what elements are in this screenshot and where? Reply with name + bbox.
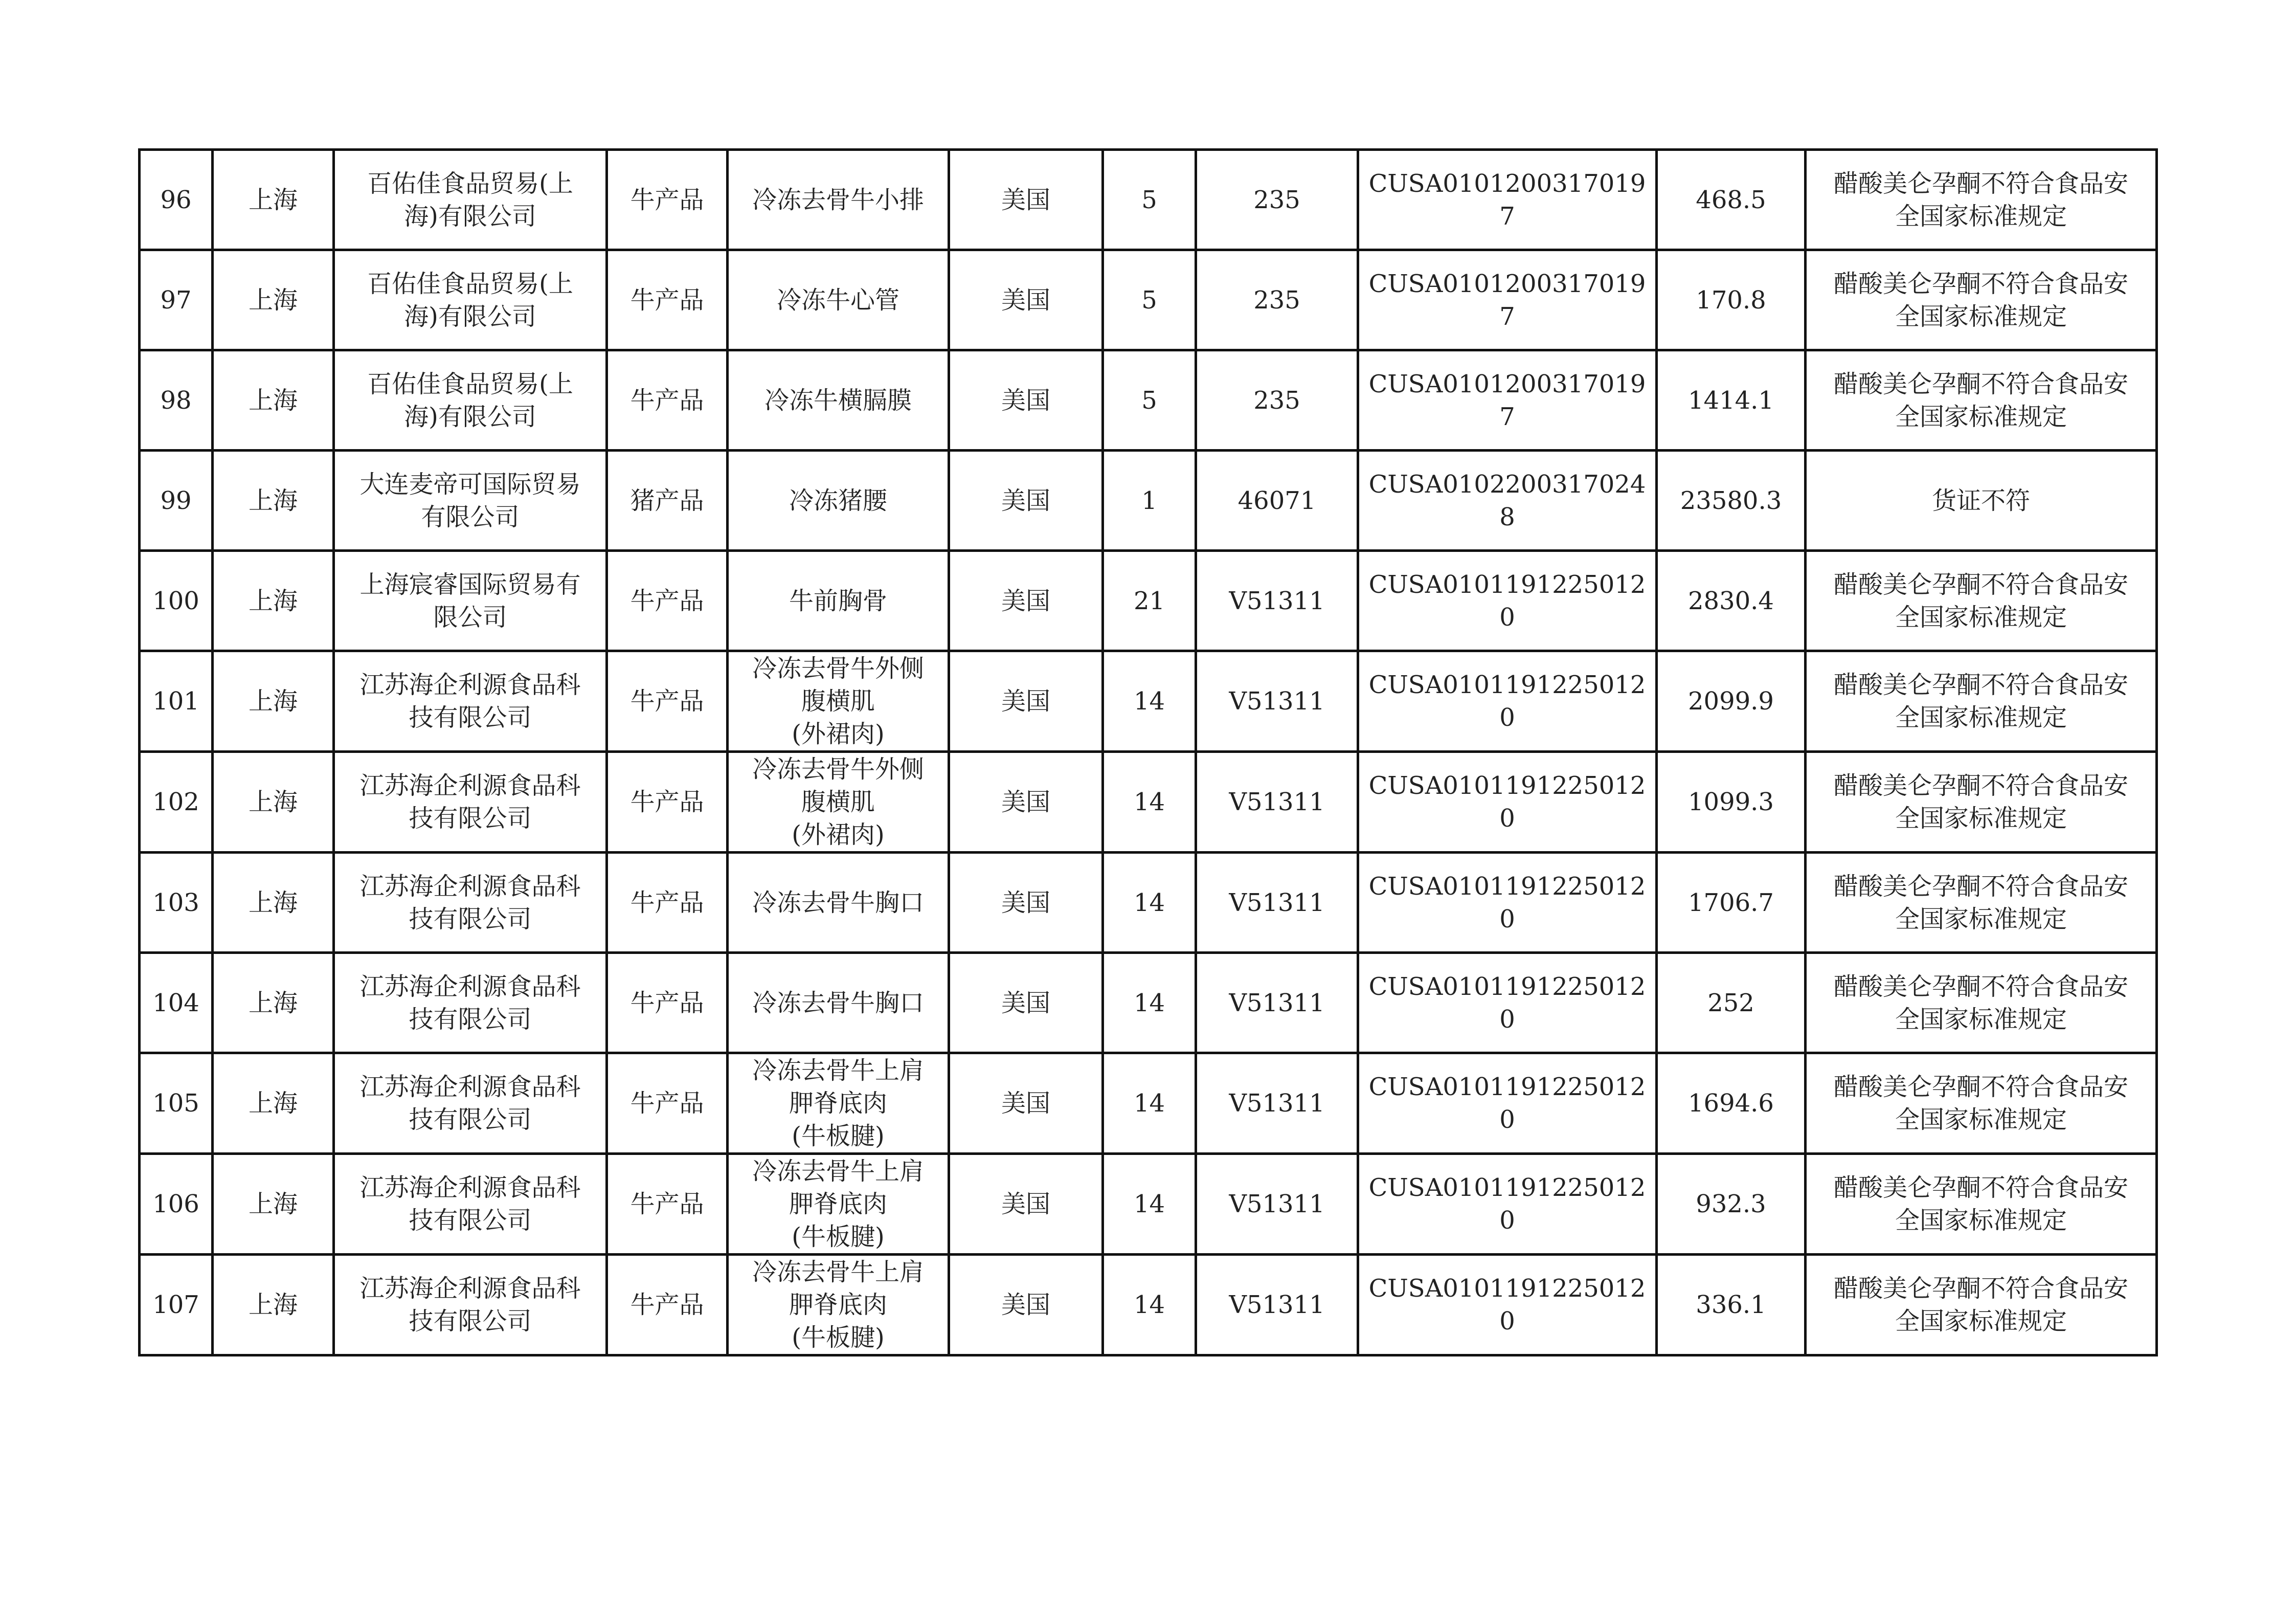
row-number-cell: 97 [140, 250, 213, 350]
reason-cell: 货证不符 [1806, 451, 2157, 551]
product-cell: 冷冻去骨牛上肩 胛脊底肉 (牛板腱) [728, 1255, 949, 1355]
company-cell: 江苏海企利源食品科 技有限公司 [334, 853, 607, 953]
weight-cell: 170.8 [1657, 250, 1806, 350]
category-cell: 牛产品 [607, 953, 728, 1053]
row-number-cell: 96 [140, 150, 213, 250]
plant-number-cell: 14 [1103, 1255, 1196, 1355]
company-cell: 百佑佳食品贸易(上 海)有限公司 [334, 150, 607, 250]
row-number-cell: 105 [140, 1053, 213, 1154]
establishment-cell: 235 [1196, 250, 1358, 350]
company-cell: 江苏海企利源食品科 技有限公司 [334, 1255, 607, 1355]
certificate-cell: CUSA01011912250120 [1358, 551, 1657, 651]
establishment-cell: V51311 [1196, 1053, 1358, 1154]
country-cell: 美国 [949, 1053, 1103, 1154]
product-cell: 冷冻去骨牛上肩 胛脊底肉 (牛板腱) [728, 1053, 949, 1154]
plant-number-cell: 21 [1103, 551, 1196, 651]
weight-cell: 252 [1657, 953, 1806, 1053]
country-cell: 美国 [949, 651, 1103, 752]
table-row [140, 651, 2157, 752]
plant-number-cell: 14 [1103, 1154, 1196, 1255]
country-cell: 美国 [949, 1154, 1103, 1255]
plant-number-cell: 5 [1103, 150, 1196, 250]
certificate-cell: CUSA01022003170248 [1358, 451, 1657, 551]
company-cell: 江苏海企利源食品科 技有限公司 [334, 1154, 607, 1255]
category-cell: 牛产品 [607, 853, 728, 953]
company-cell: 江苏海企利源食品科 技有限公司 [334, 1053, 607, 1154]
plant-number-cell: 14 [1103, 651, 1196, 752]
category-cell: 牛产品 [607, 350, 728, 451]
port-cell: 上海 [213, 250, 334, 350]
table-row [140, 250, 2157, 350]
certificate-cell: CUSA01011912250120 [1358, 752, 1657, 853]
certificate-cell: CUSA01011912250120 [1358, 953, 1657, 1053]
country-cell: 美国 [949, 551, 1103, 651]
weight-cell: 932.3 [1657, 1154, 1806, 1255]
company-cell: 江苏海企利源食品科 技有限公司 [334, 953, 607, 1053]
port-cell: 上海 [213, 853, 334, 953]
company-cell: 百佑佳食品贸易(上 海)有限公司 [334, 350, 607, 451]
establishment-cell: V51311 [1196, 752, 1358, 853]
weight-cell: 468.5 [1657, 150, 1806, 250]
establishment-cell: V51311 [1196, 1255, 1358, 1355]
product-cell: 冷冻去骨牛外侧 腹横肌 (外裙肉) [728, 752, 949, 853]
weight-cell: 1694.6 [1657, 1053, 1806, 1154]
reason-cell: 醋酸美仑孕酮不符合食品安 全国家标准规定 [1806, 651, 2157, 752]
rejection-table [138, 148, 2158, 1356]
table-row [140, 350, 2157, 451]
plant-number-cell: 14 [1103, 752, 1196, 853]
reason-cell: 醋酸美仑孕酮不符合食品安 全国家标准规定 [1806, 953, 2157, 1053]
establishment-cell: V51311 [1196, 1154, 1358, 1255]
company-cell: 江苏海企利源食品科 技有限公司 [334, 651, 607, 752]
table-row [140, 1255, 2157, 1355]
row-number-cell: 101 [140, 651, 213, 752]
plant-number-cell: 14 [1103, 853, 1196, 953]
company-cell: 江苏海企利源食品科 技有限公司 [334, 752, 607, 853]
table-row [140, 451, 2157, 551]
row-number-cell: 106 [140, 1154, 213, 1255]
row-number-cell: 99 [140, 451, 213, 551]
table-row [140, 1154, 2157, 1255]
plant-number-cell: 5 [1103, 250, 1196, 350]
reason-cell: 醋酸美仑孕酮不符合食品安 全国家标准规定 [1806, 1154, 2157, 1255]
category-cell: 牛产品 [607, 1154, 728, 1255]
category-cell: 牛产品 [607, 150, 728, 250]
certificate-cell: CUSA01012003170197 [1358, 250, 1657, 350]
port-cell: 上海 [213, 150, 334, 250]
weight-cell: 23580.3 [1657, 451, 1806, 551]
product-cell: 冷冻去骨牛上肩 胛脊底肉 (牛板腱) [728, 1154, 949, 1255]
reason-cell: 醋酸美仑孕酮不符合食品安 全国家标准规定 [1806, 150, 2157, 250]
weight-cell: 2830.4 [1657, 551, 1806, 651]
product-cell: 牛前胸骨 [728, 551, 949, 651]
table-row [140, 150, 2157, 250]
port-cell: 上海 [213, 551, 334, 651]
establishment-cell: V51311 [1196, 953, 1358, 1053]
row-number-cell: 100 [140, 551, 213, 651]
plant-number-cell: 1 [1103, 451, 1196, 551]
establishment-cell: 235 [1196, 150, 1358, 250]
company-cell: 大连麦帝可国际贸易 有限公司 [334, 451, 607, 551]
category-cell: 牛产品 [607, 250, 728, 350]
port-cell: 上海 [213, 350, 334, 451]
category-cell: 牛产品 [607, 651, 728, 752]
table-row [140, 953, 2157, 1053]
category-cell: 牛产品 [607, 551, 728, 651]
certificate-cell: CUSA01011912250120 [1358, 651, 1657, 752]
reason-cell: 醋酸美仑孕酮不符合食品安 全国家标准规定 [1806, 1255, 2157, 1355]
row-number-cell: 104 [140, 953, 213, 1053]
reason-cell: 醋酸美仑孕酮不符合食品安 全国家标准规定 [1806, 551, 2157, 651]
country-cell: 美国 [949, 350, 1103, 451]
row-number-cell: 103 [140, 853, 213, 953]
certificate-cell: CUSA01012003170197 [1358, 350, 1657, 451]
reason-cell: 醋酸美仑孕酮不符合食品安 全国家标准规定 [1806, 853, 2157, 953]
category-cell: 牛产品 [607, 752, 728, 853]
category-cell: 牛产品 [607, 1255, 728, 1355]
certificate-cell: CUSA01012003170197 [1358, 150, 1657, 250]
country-cell: 美国 [949, 250, 1103, 350]
product-cell: 冷冻牛横膈膜 [728, 350, 949, 451]
weight-cell: 1706.7 [1657, 853, 1806, 953]
country-cell: 美国 [949, 150, 1103, 250]
plant-number-cell: 5 [1103, 350, 1196, 451]
company-cell: 上海宸睿国际贸易有 限公司 [334, 551, 607, 651]
row-number-cell: 102 [140, 752, 213, 853]
row-number-cell: 98 [140, 350, 213, 451]
port-cell: 上海 [213, 651, 334, 752]
reason-cell: 醋酸美仑孕酮不符合食品安 全国家标准规定 [1806, 1053, 2157, 1154]
row-number-cell: 107 [140, 1255, 213, 1355]
category-cell: 猪产品 [607, 451, 728, 551]
reason-cell: 醋酸美仑孕酮不符合食品安 全国家标准规定 [1806, 350, 2157, 451]
port-cell: 上海 [213, 953, 334, 1053]
weight-cell: 336.1 [1657, 1255, 1806, 1355]
product-cell: 冷冻去骨牛胸口 [728, 853, 949, 953]
weight-cell: 1099.3 [1657, 752, 1806, 853]
port-cell: 上海 [213, 1053, 334, 1154]
establishment-cell: V51311 [1196, 551, 1358, 651]
table-row [140, 1053, 2157, 1154]
product-cell: 冷冻猪腰 [728, 451, 949, 551]
weight-cell: 1414.1 [1657, 350, 1806, 451]
table-row [140, 551, 2157, 651]
table-row [140, 752, 2157, 853]
certificate-cell: CUSA01011912250120 [1358, 1154, 1657, 1255]
product-cell: 冷冻去骨牛外侧 腹横肌 (外裙肉) [728, 651, 949, 752]
port-cell: 上海 [213, 451, 334, 551]
product-cell: 冷冻去骨牛小排 [728, 150, 949, 250]
country-cell: 美国 [949, 752, 1103, 853]
country-cell: 美国 [949, 853, 1103, 953]
port-cell: 上海 [213, 752, 334, 853]
port-cell: 上海 [213, 1154, 334, 1255]
port-cell: 上海 [213, 1255, 334, 1355]
document-page [138, 148, 2155, 1356]
country-cell: 美国 [949, 1255, 1103, 1355]
table-row [140, 853, 2157, 953]
establishment-cell: V51311 [1196, 853, 1358, 953]
plant-number-cell: 14 [1103, 1053, 1196, 1154]
certificate-cell: CUSA01011912250120 [1358, 1255, 1657, 1355]
weight-cell: 2099.9 [1657, 651, 1806, 752]
table-body [140, 150, 2157, 1355]
category-cell: 牛产品 [607, 1053, 728, 1154]
establishment-cell: 235 [1196, 350, 1358, 451]
plant-number-cell: 14 [1103, 953, 1196, 1053]
product-cell: 冷冻牛心管 [728, 250, 949, 350]
reason-cell: 醋酸美仑孕酮不符合食品安 全国家标准规定 [1806, 752, 2157, 853]
country-cell: 美国 [949, 953, 1103, 1053]
product-cell: 冷冻去骨牛胸口 [728, 953, 949, 1053]
establishment-cell: V51311 [1196, 651, 1358, 752]
reason-cell: 醋酸美仑孕酮不符合食品安 全国家标准规定 [1806, 250, 2157, 350]
certificate-cell: CUSA01011912250120 [1358, 853, 1657, 953]
establishment-cell: 46071 [1196, 451, 1358, 551]
certificate-cell: CUSA01011912250120 [1358, 1053, 1657, 1154]
company-cell: 百佑佳食品贸易(上 海)有限公司 [334, 250, 607, 350]
country-cell: 美国 [949, 451, 1103, 551]
